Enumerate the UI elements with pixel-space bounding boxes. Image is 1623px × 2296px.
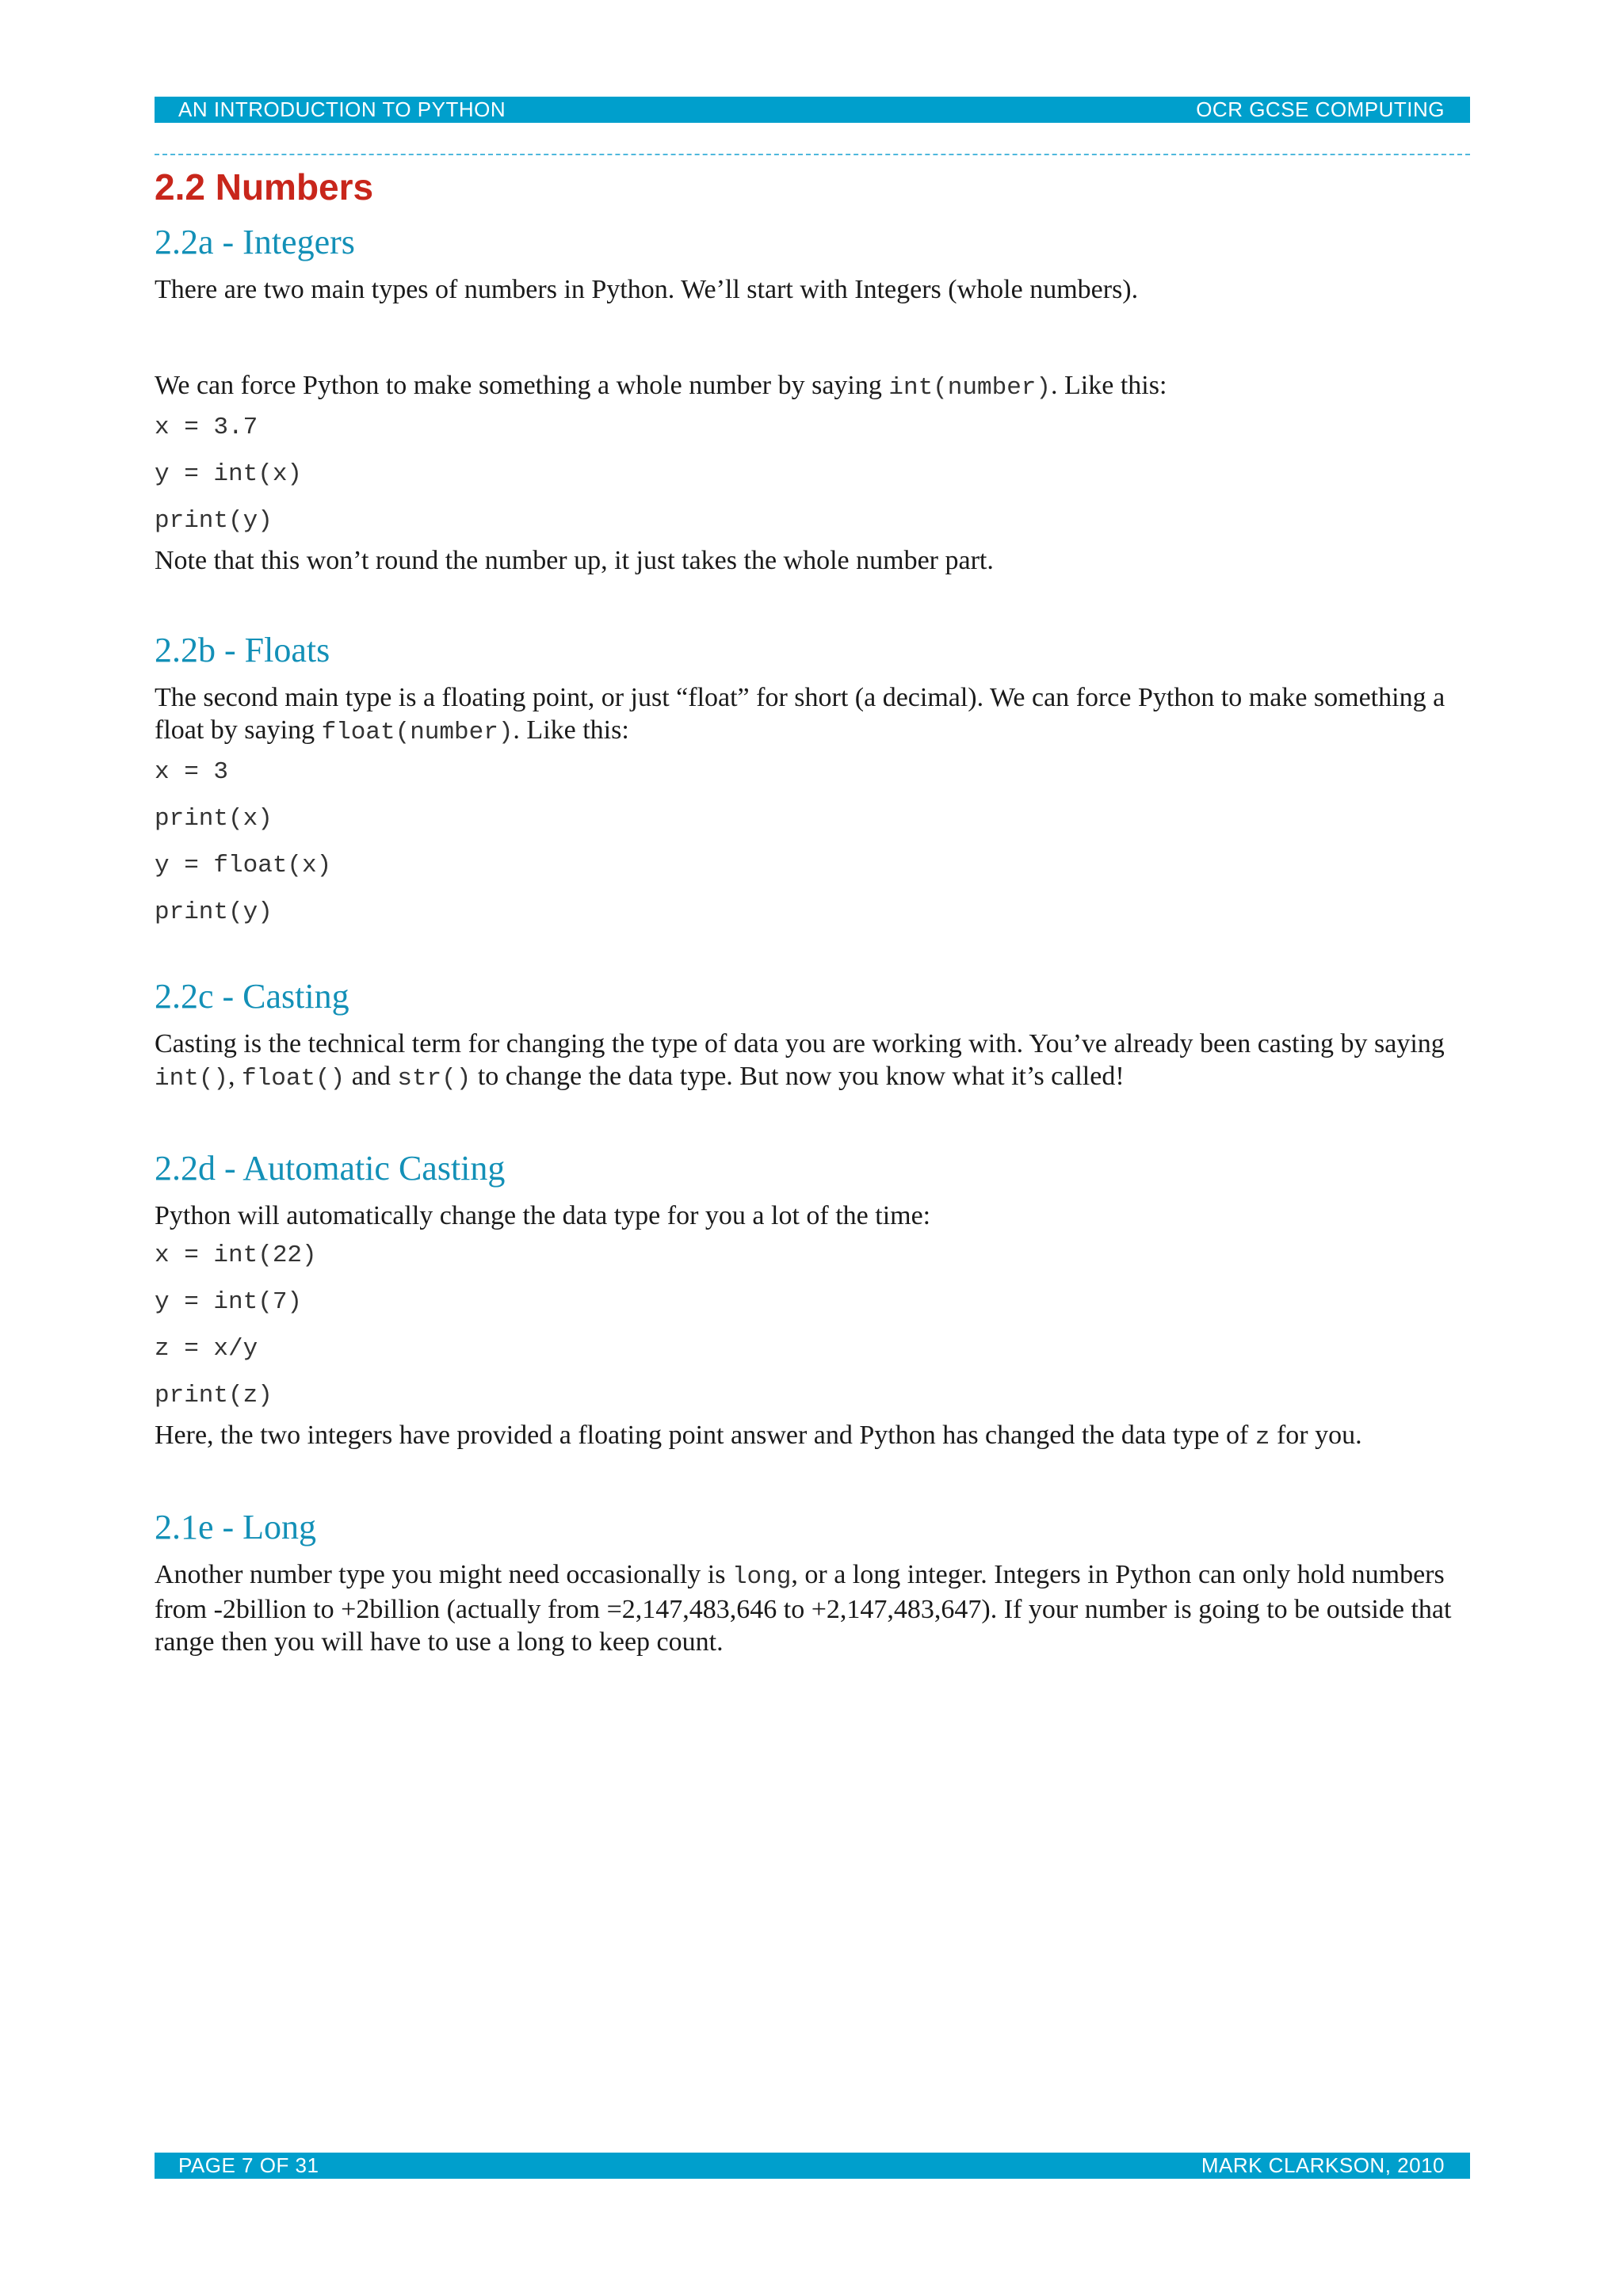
inline-code: float() — [242, 1065, 346, 1093]
code-line: y = float(x) — [155, 852, 332, 879]
code-line: x = int(22) — [155, 1241, 317, 1269]
code-line: print(x) — [155, 805, 273, 833]
casting-paragraph: Casting is the technical term for changing the type of data you are working with. You’ve already been casting by saying int(), float() and str() to change the data type. But now you know what it’s called! — [155, 1029, 1445, 1093]
code-block-automatic-casting — [155, 1232, 1470, 1419]
code-line: x = 3 — [155, 758, 229, 786]
code-line: print(y) — [155, 507, 273, 535]
page-title: 2.2 Numbers — [155, 166, 374, 208]
header-band — [155, 97, 1470, 123]
long-paragraph: Another number type you might need occasionally is long, or a long integer. Integers in Python can only hold numbers from -2billion to +2billion (actually from =2,147,483,646 to +2,147,483,647). If your number is going to be outside that range then you will have to use a long to keep count. — [155, 1560, 1452, 1657]
header-left-text: AN INTRODUCTION TO PYTHON — [178, 97, 506, 121]
code-line: z = x/y — [155, 1335, 258, 1363]
footer-band — [155, 2153, 1470, 2179]
code-block-floats — [155, 749, 1470, 936]
author-credit: MARK CLARKSON, 2010 — [1201, 2153, 1445, 2177]
page-number: PAGE 7 OF 31 — [178, 2153, 319, 2177]
code-line: print(y) — [155, 898, 273, 926]
dashed-divider — [155, 154, 1470, 155]
inline-code: int(number) — [888, 374, 1052, 402]
inline-code: str() — [397, 1065, 472, 1093]
heading-integers: 2.2a - Integers — [155, 223, 355, 261]
inline-code: z — [1254, 1424, 1270, 1451]
floats-paragraph: The second main type is a floating point, or just “float” for short (a decimal). We can force Python to make something a float by saying float(number). Like this: — [155, 683, 1445, 746]
code-line: print(z) — [155, 1382, 273, 1409]
heading-floats: 2.2b - Floats — [155, 631, 330, 669]
code-line: y = int(7) — [155, 1288, 303, 1316]
integers-intro: There are two main types of numbers in Python. We’ll start with Integers (whole numbers). — [155, 275, 1139, 304]
heading-long: 2.1e - Long — [155, 1508, 317, 1547]
code-line: y = int(x) — [155, 460, 303, 488]
code-block-integers — [155, 404, 1470, 544]
header-right-text: OCR GCSE COMPUTING — [1196, 97, 1445, 121]
inline-code: int() — [155, 1065, 229, 1093]
code-line: x = 3.7 — [155, 414, 258, 441]
inline-code: float(number) — [321, 719, 514, 746]
page-content — [155, 162, 1470, 1658]
automatic-casting-intro: Python will automatically change the data type for you a lot of the time: — [155, 1201, 931, 1230]
heading-automatic-casting: 2.2d - Automatic Casting — [155, 1149, 506, 1188]
integers-note: Note that this won’t round the number up, it just takes the whole number part. — [155, 546, 994, 575]
heading-casting: 2.2c - Casting — [155, 977, 349, 1016]
inline-code: long — [731, 1563, 792, 1591]
automatic-casting-note: Here, the two integers have provided a floating point answer and Python has changed the data type of z for you. — [155, 1421, 1362, 1451]
integers-paragraph: We can force Python to make something a whole number by saying int(number). Like this: — [155, 371, 1167, 402]
